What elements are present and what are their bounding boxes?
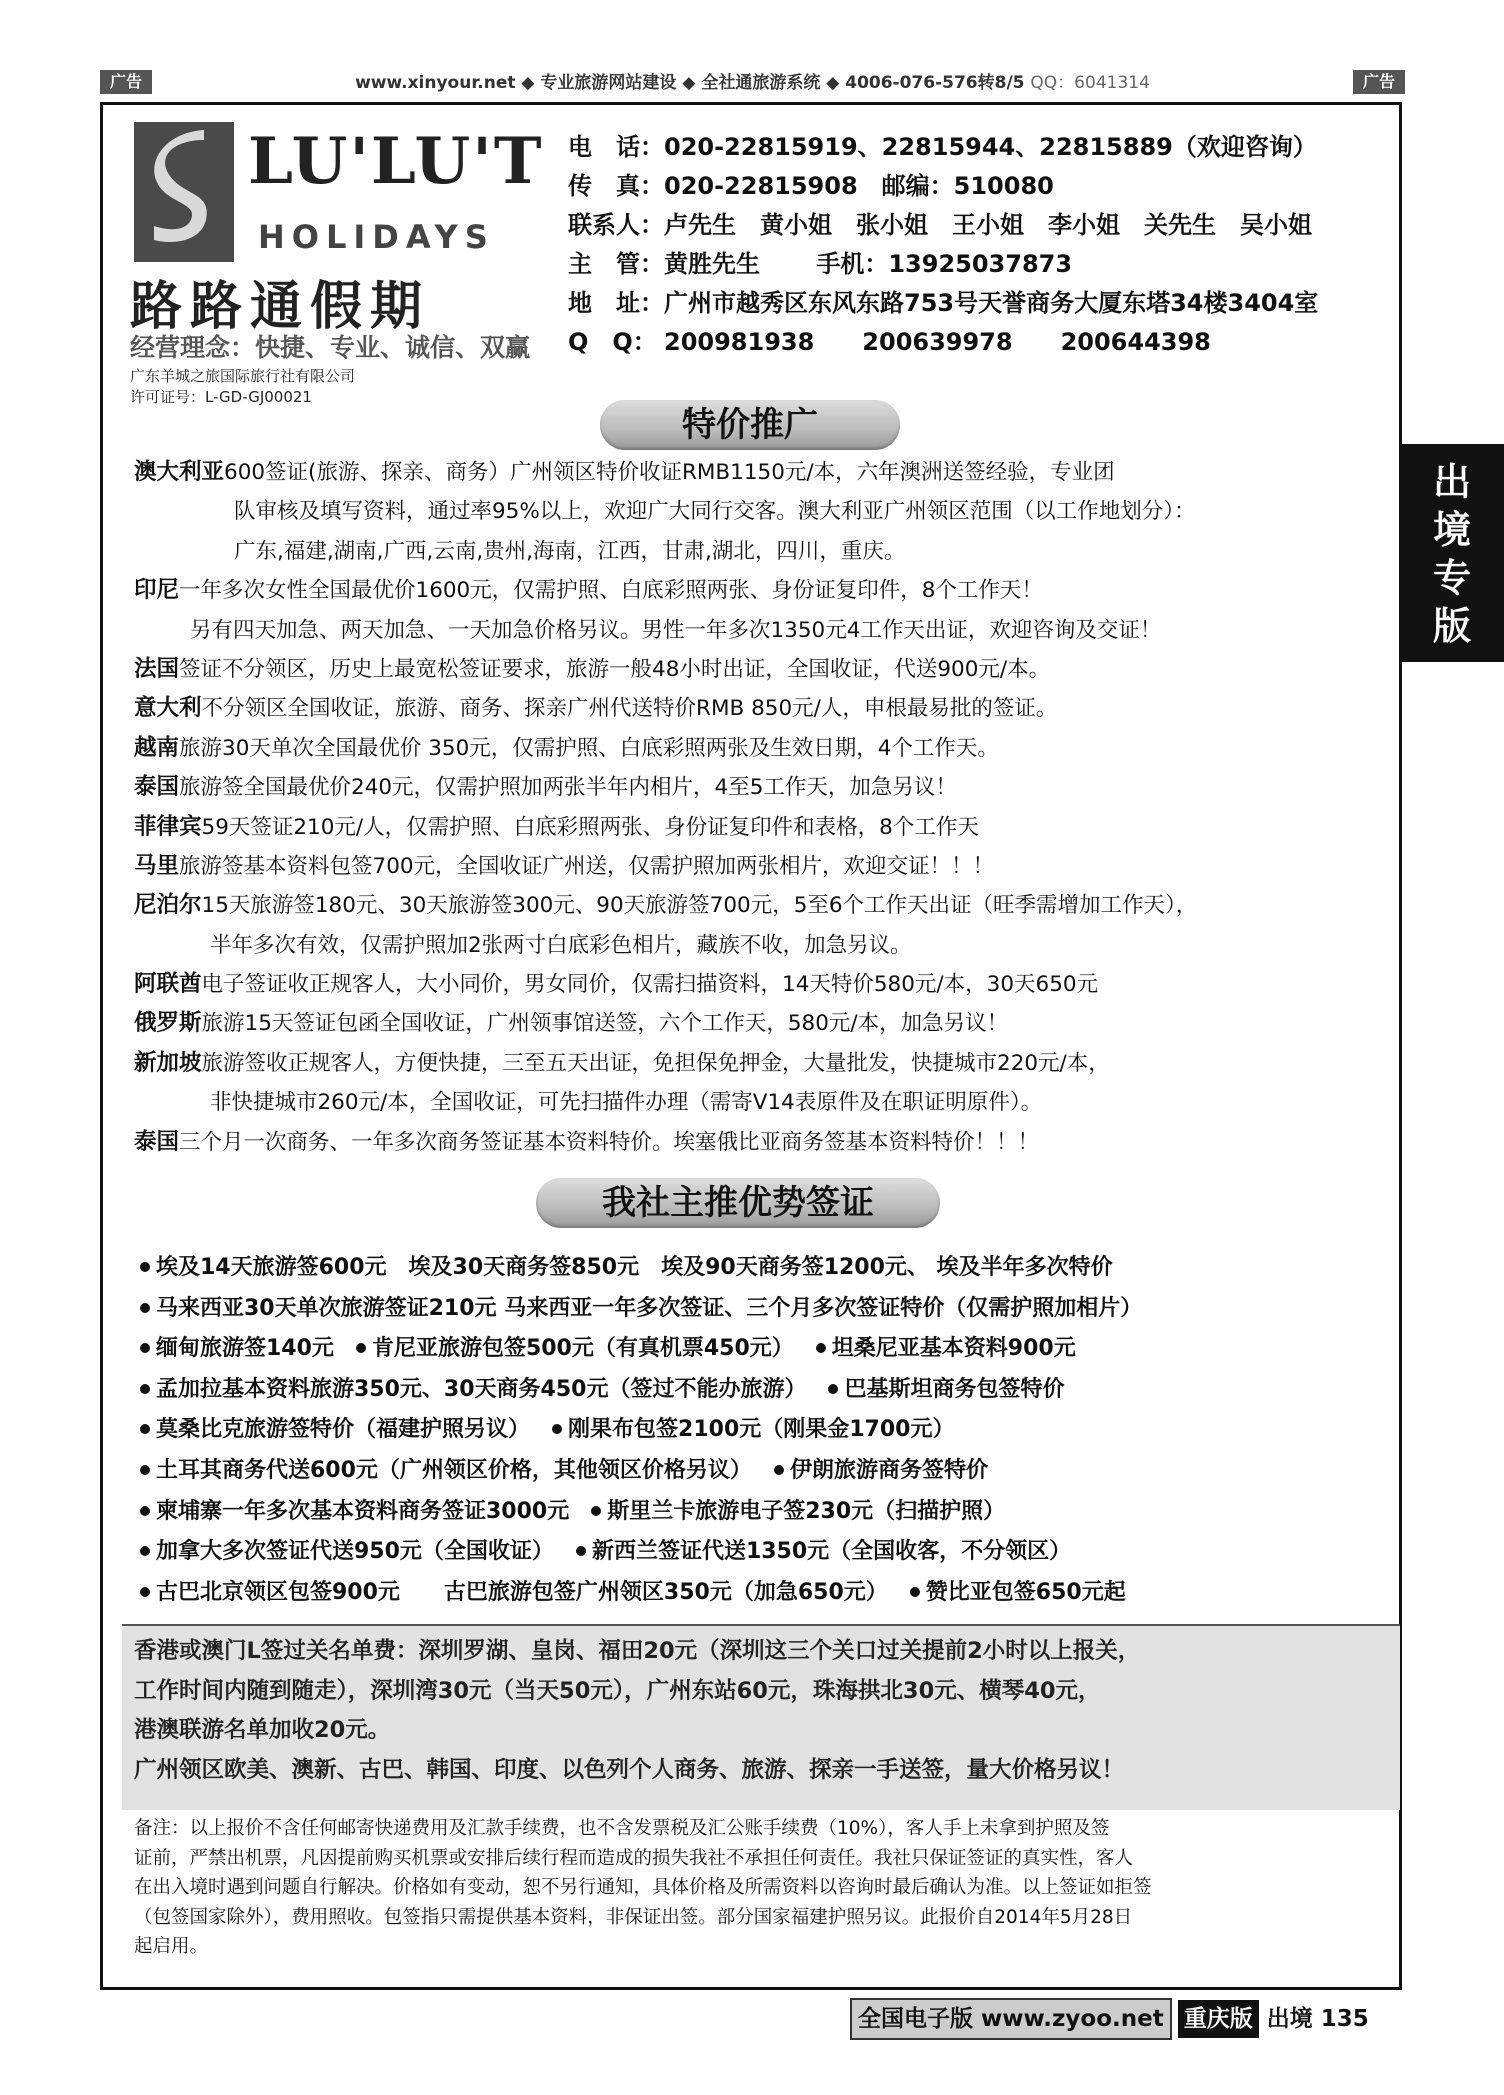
promo-text: 三个月一次商务、一年多次商务签证基本资料特价。埃塞俄比亚商务签基本资料特价！！！ bbox=[179, 1129, 1040, 1155]
visa-line bbox=[140, 1370, 1390, 1411]
promo-text: 旅游签收正规客人，方便快捷，三至五天出证，免担保免押金，大量批发，快捷城市220元/本， bbox=[201, 1050, 1110, 1076]
bullet-icon bbox=[552, 1424, 562, 1434]
visa-line bbox=[140, 1289, 1390, 1330]
country-name: 泰国 bbox=[134, 1128, 180, 1155]
promo-line bbox=[134, 886, 1399, 925]
brand-name: LU'LU'T bbox=[248, 124, 544, 199]
visa-line bbox=[140, 1492, 1390, 1533]
country-name: 尼泊尔 bbox=[134, 892, 202, 919]
contact-row: 传 真：020-22815908 邮编：510080 bbox=[568, 172, 1054, 200]
contact-block bbox=[568, 128, 1388, 362]
brand-cn-name: 路路通假期 bbox=[130, 276, 431, 337]
qq-numbers: 200981938 200639978 200644398 bbox=[664, 328, 1211, 356]
note-line: 起启用。 bbox=[134, 1936, 209, 1958]
visa-line bbox=[140, 1329, 1390, 1370]
bullet-icon bbox=[774, 1465, 784, 1475]
country-name: 印尼 bbox=[134, 577, 180, 604]
country-name: 澳大利亚 bbox=[134, 459, 225, 485]
bullet-icon bbox=[140, 1384, 150, 1394]
visa-item: 斯里兰卡旅游电子签230元（扫描护照） bbox=[607, 1498, 1006, 1524]
visa-line bbox=[140, 1248, 1390, 1289]
note-line: 备注：以上报价不含任何邮寄快递费用及汇款手续费，也不含发票税及汇公账手续费（10%），客人手上未拿到护照及签 bbox=[134, 1818, 1110, 1839]
footer bbox=[850, 1998, 1410, 2036]
hk-line: 港澳联游名单加收20元。 bbox=[134, 1717, 391, 1744]
promo-line bbox=[134, 847, 1399, 886]
promo-line bbox=[134, 1123, 1399, 1162]
edition-label[interactable]: 全国电子版 www.zyoo.net bbox=[850, 1998, 1172, 2040]
promo-text: 不分领区全国收证，旅游、商务、探亲广州代送特价RMB 850元/人，申根最易批的签证。 bbox=[201, 696, 1058, 722]
promo-list bbox=[134, 453, 1399, 1162]
promo-line bbox=[134, 571, 1399, 610]
brand-sub: HOLIDAYS bbox=[258, 218, 495, 256]
note-line: 证前，严禁出机票，凡因提前购买机票或安排后续行程而造成的损失我社不承担任何责任。我社只保证签证的真实性，客人 bbox=[134, 1847, 1134, 1869]
services-text: ◆ 专业旅游网站建设 ◆ 全社通旅游系统 ◆ 4006-076-576转8/5 bbox=[521, 73, 1025, 93]
city-edition: 重庆版 bbox=[1178, 2000, 1259, 2038]
promo-line bbox=[134, 1004, 1399, 1043]
visa-item: 孟加拉基本资料旅游350元、30天商务450元（签过不能办旅游） bbox=[156, 1376, 807, 1402]
bullet-icon bbox=[576, 1546, 586, 1556]
license-number: 许可证号：L-GD-GJ00021 bbox=[130, 388, 312, 406]
promo-line bbox=[134, 1083, 1399, 1122]
visa-item: 巴基斯坦商务包签特价 bbox=[844, 1376, 1065, 1402]
visa-item: 埃及14天旅游签600元 埃及30天商务签850元 埃及90天商务签1200元、 埃及半年多次特价 bbox=[156, 1255, 1113, 1280]
bullet-icon bbox=[140, 1465, 150, 1475]
contact-row: Q Q： 200981938 200639978 200644398 bbox=[568, 328, 1211, 356]
visa-item: 伊朗旅游商务签特价 bbox=[789, 1457, 988, 1483]
bullet-icon bbox=[140, 1262, 150, 1272]
promo-text: 旅游30天单次全国最优价 350元，仅需护照、白底彩照两张及生效日期，4个工作天。 bbox=[179, 735, 999, 761]
hk-line: 工作时间内随到随走），深圳湾30元（当天50元），广州东站60元，珠海拱北30元、横琴40元， bbox=[134, 1677, 1101, 1704]
promo-line bbox=[134, 965, 1399, 1004]
bullet-icon bbox=[140, 1506, 150, 1516]
bullet-icon bbox=[816, 1343, 826, 1353]
promo-line bbox=[134, 611, 1399, 650]
section-title-visa: 我社主推优势签证 bbox=[536, 1178, 940, 1228]
country-name: 新加坡 bbox=[134, 1049, 202, 1076]
page-number: 出境 135 bbox=[1266, 2006, 1369, 2032]
visa-item: 柬埔寨一年多次基本资料商务签证3000元 bbox=[156, 1498, 570, 1524]
visa-item: 刚果布包签2100元（刚果金1700元） bbox=[568, 1417, 955, 1443]
visa-item: 缅甸旅游签140元 bbox=[156, 1336, 334, 1362]
promo-text: 旅游15天签证包函全国收证，广州领事馆送签，六个工作天，580元/本，加急另议！ bbox=[201, 1011, 1009, 1037]
visa-item: 新西兰签证代送1350元（全国收客，不分领区） bbox=[591, 1539, 1072, 1565]
bullet-icon bbox=[140, 1424, 150, 1434]
promo-text: 签证不分领区，历史上最宽松签证要求，旅游一般48小时出证，全国收证，代送900元/本。 bbox=[179, 656, 1051, 682]
promo-text: 59天签证210元/人，仅需护照、白底彩照两张、身份证复印件和表格，8个工作天 bbox=[201, 814, 979, 840]
remarks bbox=[134, 1814, 1396, 1962]
hk-line: 香港或澳门L签过关名单费：深圳罗湖、皇岗、福田20元（深圳这三个关口过关提前2小时以上报关， bbox=[134, 1638, 1141, 1664]
country-name: 越南 bbox=[134, 734, 180, 761]
visa-line bbox=[140, 1410, 1390, 1451]
logo bbox=[130, 118, 544, 362]
site-link[interactable]: www.xinyour.net bbox=[355, 73, 516, 93]
promo-line bbox=[134, 926, 1399, 965]
promo-line bbox=[134, 729, 1399, 768]
hk-fees bbox=[134, 1632, 1396, 1790]
phone-numbers: 020-22815919、22815944、22815889（欢迎咨询） bbox=[664, 133, 1317, 161]
country-name: 俄罗斯 bbox=[134, 1010, 202, 1037]
visa-item: 古巴北京领区包签900元 古巴旅游包签广州领区350元（加急650元） bbox=[156, 1579, 888, 1605]
visa-item: 坦桑尼亚基本资料900元 bbox=[831, 1336, 1076, 1362]
address: 广州市越秀区东风东路753号天誉商务大厦东塔34楼3404室 bbox=[664, 289, 1319, 317]
promo-text: 15天旅游签180元、30天旅游签300元、90天旅游签700元，5至6个工作天出证（旺季需增加工作天）， bbox=[201, 893, 1198, 919]
fax-number: 020-22815908 邮编：510080 bbox=[664, 172, 1054, 200]
ad-tag-left: 广告 bbox=[100, 70, 152, 94]
promo-text: 另有四天加急、两天加急、一天加急价格另议。男性一年多次1350元4工作天出证，欢迎咨询及交证！ bbox=[190, 617, 1162, 643]
note-line: 在出入境时遇到问题自行解决。价格如有变动，恕不另行通知，具体价格及所需资料以咨询时最后确认为准。以上签证如拒签 bbox=[134, 1877, 1152, 1899]
promo-text: 旅游签全国最优价240元，仅需护照加两张半年内相片，4至5工作天，加急另议！ bbox=[179, 775, 957, 801]
visa-item: 土耳其商务代送600元（广州领区价格，其他领区价格另议） bbox=[156, 1457, 752, 1483]
visa-item: 肯尼亚旅游包签500元（有真机票450元） bbox=[371, 1336, 794, 1362]
note-line: （包签国家除外），费用照收。包签指只需提供基本资料，非保证出签。部分国家福建护照另议。此报价自2014年5月28日 bbox=[134, 1906, 1133, 1928]
visa-item: 赞比亚包签650元起 bbox=[925, 1579, 1126, 1605]
contact-row: 主 管：黄胜先生 手机：13925037873 bbox=[568, 250, 1073, 278]
visa-list bbox=[140, 1248, 1390, 1613]
company-info bbox=[130, 366, 355, 408]
promo-text: 非快捷城市260元/本，全国收证，可先扫描件办理（需寄V14表原件及在职证明原件）。 bbox=[210, 1090, 1043, 1116]
visa-item: 马来西亚30天单次旅游签证210元 马来西亚一年多次签证、三个月多次签证特价（仅需护照加相片） bbox=[156, 1295, 1143, 1321]
section-title-promo: 特价推广 bbox=[600, 400, 900, 450]
header-line bbox=[100, 68, 1405, 93]
promo-line bbox=[134, 532, 1399, 571]
country-name: 菲律宾 bbox=[134, 813, 202, 840]
promo-text: 电子签证收正规客人，大小同价，男女同价，仅需扫描资料，14天特价580元/本，30天650元 bbox=[201, 972, 1099, 998]
promo-text: 队审核及填写资料，通过率95%以上，欢迎广大同行交客。澳大利亚广州领区范围（以工作地划分）： bbox=[234, 499, 1196, 525]
promo-line bbox=[134, 1044, 1399, 1083]
top-bar bbox=[100, 62, 1405, 96]
promo-line bbox=[134, 808, 1399, 847]
country-name: 泰国 bbox=[134, 774, 180, 801]
qq-text: QQ：6041314 bbox=[1030, 73, 1150, 93]
country-name: 意大利 bbox=[134, 695, 202, 722]
contact-row: 联系人：卢先生 黄小姐 张小姐 王小姐 李小姐 关先生 吴小姐 bbox=[568, 211, 1312, 239]
motto: 经营理念：快捷、专业、诚信、双赢 bbox=[130, 333, 531, 362]
manager: 黄胜先生 手机：13925037873 bbox=[664, 250, 1073, 278]
contact-row: 电 话：020-22815919、22815944、22815889（欢迎咨询） bbox=[568, 133, 1317, 161]
promo-line bbox=[134, 768, 1399, 807]
bullet-icon bbox=[356, 1343, 366, 1353]
visa-line bbox=[140, 1573, 1390, 1614]
contact-row: 地 址：广州市越秀区东风东路753号天誉商务大厦东塔34楼3404室 bbox=[568, 289, 1319, 317]
bullet-icon bbox=[910, 1587, 920, 1597]
country-name: 法国 bbox=[134, 655, 180, 682]
bullet-icon bbox=[140, 1546, 150, 1556]
ad-tag-right: 广告 bbox=[1353, 70, 1405, 94]
visa-item: 莫桑比克旅游签特价（福建护照另议） bbox=[156, 1417, 531, 1443]
promo-text: 600签证(旅游、探亲、商务）广州领区特价收证RMB1150元/本，六年澳洲送签经验，专业团 bbox=[224, 460, 1115, 485]
country-name: 马里 bbox=[134, 852, 180, 879]
company-name: 广东羊城之旅国际旅行社有限公司 bbox=[130, 367, 356, 385]
contact-persons: 卢先生 黄小姐 张小姐 王小姐 李小姐 关先生 吴小姐 bbox=[664, 211, 1312, 239]
visa-line bbox=[140, 1532, 1390, 1573]
promo-text: 广东,福建,湖南,广西,云南,贵州,海南，江西，甘肃,湖北，四川，重庆。 bbox=[234, 538, 906, 564]
hk-line: 广州领区欧美、澳新、古巴、韩国、印度、以色列个人商务、旅游、探亲一手送签，量大价格另议！ bbox=[134, 1756, 1125, 1783]
promo-text: 半年多次有效，仅需护照加2张两寸白底彩色相片，藏族不收，加急另议。 bbox=[210, 932, 912, 958]
promo-line bbox=[134, 689, 1399, 728]
promo-text: 旅游签基本资料包签700元，全国收证广州送，仅需护照加两张相片，欢迎交证！！！ bbox=[179, 853, 995, 879]
side-tab-outbound: 出 境 专 版 bbox=[1400, 444, 1504, 662]
visa-item: 加拿大多次签证代送950元（全国收证） bbox=[156, 1539, 554, 1565]
bullet-icon bbox=[591, 1506, 601, 1516]
promo-line bbox=[134, 492, 1399, 531]
bullet-icon bbox=[828, 1384, 838, 1394]
promo-text: 一年多次女性全国最优价1600元，仅需护照、白底彩照两张、身份证复印件，8个工作天！ bbox=[179, 578, 1043, 604]
bullet-icon bbox=[140, 1303, 150, 1313]
promo-line bbox=[134, 650, 1399, 689]
bullet-icon bbox=[140, 1343, 150, 1353]
visa-line bbox=[140, 1451, 1390, 1492]
promo-line bbox=[134, 453, 1399, 492]
logo-mark-icon bbox=[134, 122, 234, 262]
country-name: 阿联酋 bbox=[134, 971, 202, 998]
bullet-icon bbox=[140, 1587, 150, 1597]
